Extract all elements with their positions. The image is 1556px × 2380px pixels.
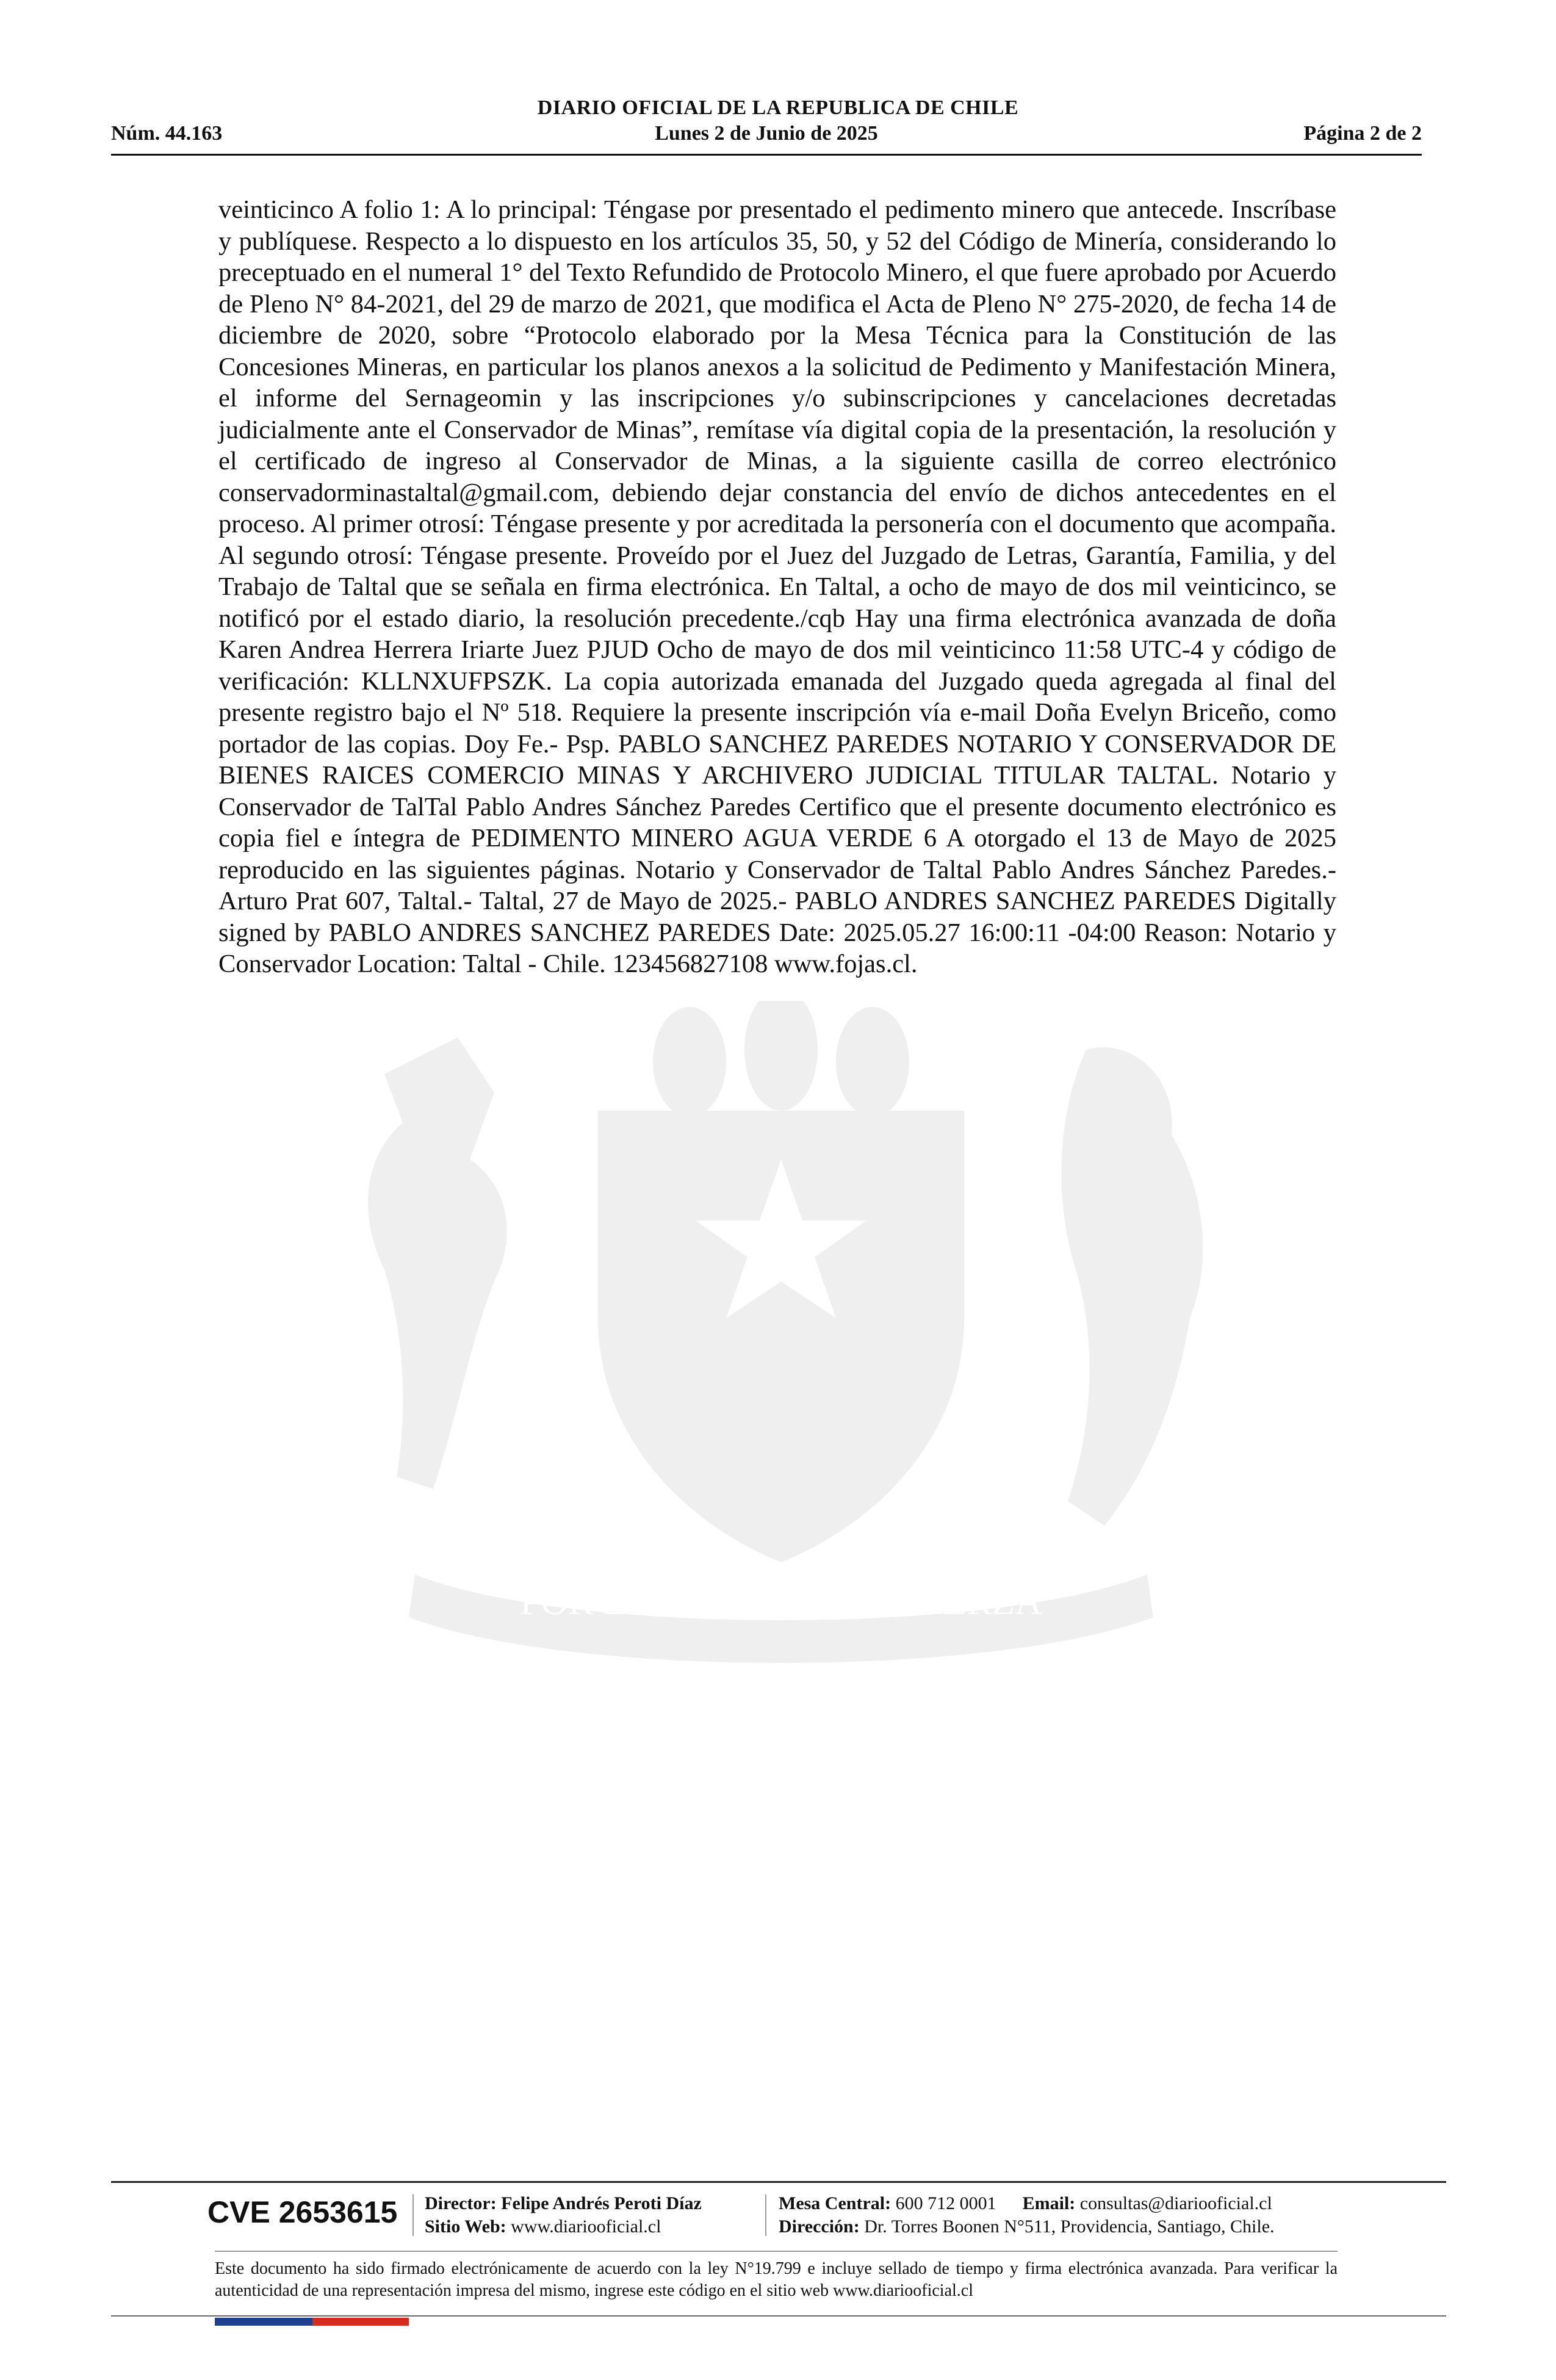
footer-separator	[412, 2194, 414, 2236]
footer-director-block	[425, 2192, 702, 2238]
footer-separator	[765, 2194, 766, 2236]
director-label: Director:	[425, 2193, 497, 2213]
footer-legal-note: Este documento ha sido firmado electrónicamente de acuerdo con la ley N°19.799 e incluye sellado de tiempo y firma electrónica avanzada. Para verificar la autenticidad de una representación impresa del mismo, ingrese este código en el sitio web www.diariooficial.cl	[215, 2259, 1338, 2300]
header-row	[111, 122, 1422, 148]
director-name: Felipe Andrés Peroti Díaz	[501, 2193, 702, 2213]
page-number: Página 2 de 2	[1303, 122, 1422, 145]
address-value: Dr. Torres Boonen N°511, Providencia, Santiago, Chile.	[864, 2216, 1275, 2237]
email-link[interactable]: consultas@diariooficial.cl	[1079, 2193, 1272, 2213]
cve-code: CVE 2653615	[207, 2195, 398, 2229]
director-line	[425, 2192, 702, 2215]
flag-stripe-red	[312, 2318, 409, 2326]
newspaper-title: DIARIO OFICIAL DE LA REPUBLICA DE CHILE	[537, 96, 1019, 119]
motto-text: POR LA RAZON O LA FUERZA	[519, 1581, 1043, 1623]
header-divider	[111, 154, 1422, 156]
footer-divider-bottom	[111, 2315, 1446, 2317]
huemul-icon	[368, 1037, 507, 1489]
issue-date: Lunes 2 de Junio de 2025	[655, 122, 878, 145]
website-label: Sitio Web:	[425, 2216, 506, 2237]
email-label: Email:	[1022, 2193, 1076, 2213]
footer-divider-top	[111, 2181, 1446, 2183]
address-line	[779, 2215, 1275, 2238]
document-body: veinticinco A folio 1: A lo principal: Téngase por presentado el pedimento minero que antecede. Inscríbase y publíquese. Respecto a lo dispuesto en los artículos 35, 50, y 52 del Código de Minería, considerando lo preceptuado en el numeral 1° del Texto Refundido de Protocolo Minero, el que fuere aprobado por Acuerdo de Pleno N° 84-2021, del 29 de marzo de 2021, que modifica el Acta de Pleno N° 275-2020, de fecha 14 de diciembre de 2020, sobre “Protocolo elaborado por la Mesa Técnica para la Constitución de las Concesiones Mineras, en particular los planos anexos a la solicitud de Pedimento y Manifestación Minera, el informe del Sernageomin y las inscripciones y/o subinscripciones y cancelaciones decretadas judicialmente ante el Conservador de Minas”, remítase vía digital copia de la presentación, la resolución y el certificado de ingreso al Conservador de Minas, a la siguiente casilla de correo electrónico conservadorminastaltal@gmail.com, debiendo dejar constancia del envío de dichos antecedentes en el proceso. Al primer otrosí: Téngase presente y por acreditada la personería con el documento que acompaña. Al segundo otrosí: Téngase presente. Proveído por el Juez del Juzgado de Letras, Garantía, Familia, y del Trabajo de Taltal que se señala en firma electrónica. En Taltal, a ocho de mayo de dos mil veinticinco, se notificó por el estado diario, la resolución precedente./cqb Hay una firma electrónica avanzada de doña Karen Andrea Herrera Iriarte Juez PJUD Ocho de mayo de dos mil veinticinco 11:58 UTC-4 y código de verificación: KLLNXUFPSZK. La copia autorizada emanada del Juzgado queda agregada al final del presente registro bajo el Nº 518. Requiere la presente inscripción vía e-mail Doña Evelyn Briceño, como portador de las copias. Doy Fe.- Psp. PABLO SANCHEZ PAREDES NOTARIO Y CONSERVADOR DE BIENES RAICES COMERCIO MINAS Y ARCHIVERO JUDICIAL TITULAR TALTAL. Notario y Conservador de TalTal Pablo Andres Sánchez Paredes Certifico que el presente documento electrónico es copia fiel e íntegra de PEDIMENTO MINERO AGUA VERDE 6 A otorgado el 13 de Mayo de 2025 reproducido en las siguientes páginas. Notario y Conservador de Taltal Pablo Andres Sánchez Paredes.- Arturo Prat 607, Taltal.- Taltal, 27 de Mayo de 2025.- PABLO ANDRES SANCHEZ PAREDES Digitally signed by PABLO ANDRES SANCHEZ PAREDES Date: 2025.05.27 16:00:11 -04:00 Reason: Notario y Conservador Location: Taltal - Chile. 123456827108 www.fojas.cl.	[218, 195, 1336, 978]
address-label: Dirección:	[779, 2216, 860, 2237]
issue-number: Núm. 44.163	[111, 122, 223, 145]
phone-value: 600 712 0001	[895, 2193, 996, 2213]
website-line	[425, 2215, 702, 2238]
coat-of-arms-watermark	[201, 1001, 1361, 1703]
website-link[interactable]: www.diariooficial.cl	[511, 2216, 661, 2237]
footer-divider-middle	[215, 2251, 1338, 2252]
phone-label: Mesa Central:	[779, 2193, 891, 2213]
condor-icon	[1062, 1047, 1203, 1526]
contact-line	[779, 2192, 1275, 2215]
flag-stripe-blue	[215, 2318, 312, 2326]
footer-contact-block	[779, 2192, 1275, 2238]
